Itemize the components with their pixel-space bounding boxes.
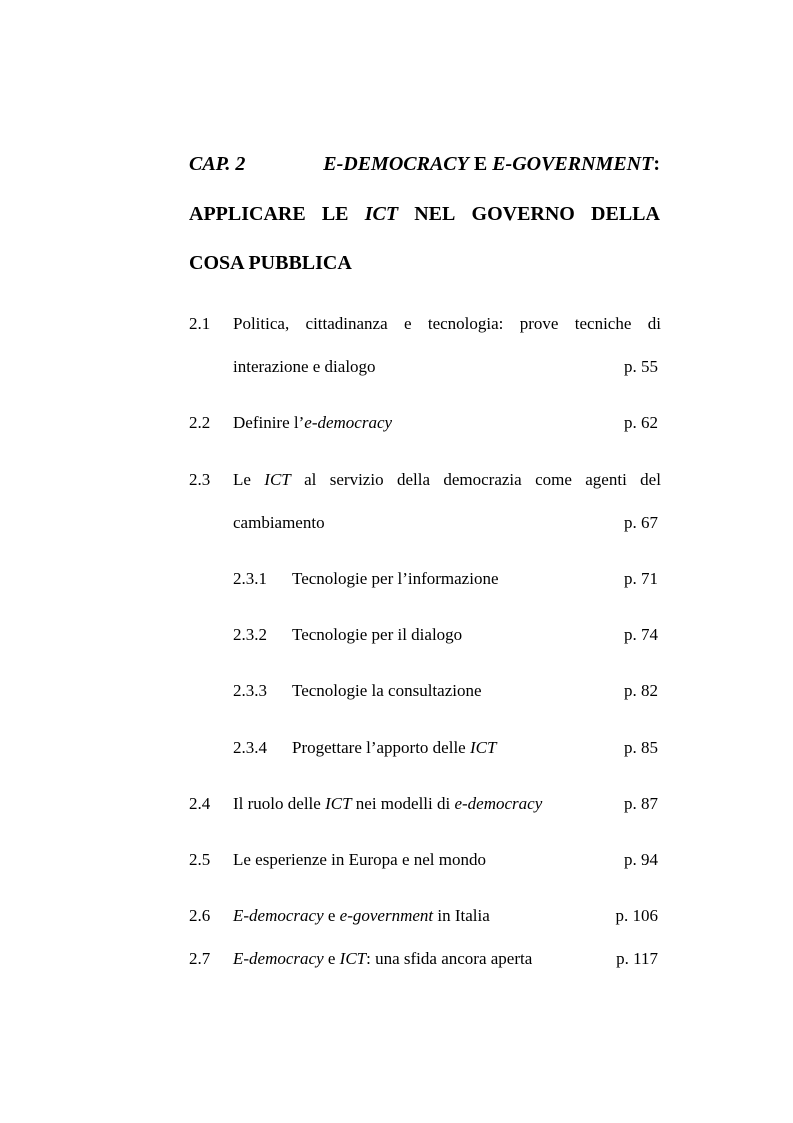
- toc-page-2-2: p. 62: [624, 413, 658, 432]
- toc-number-2-3-4: 2.3.4: [233, 738, 267, 757]
- toc-page-2-1: p. 55: [624, 357, 658, 376]
- toc-page-2-5: p. 94: [624, 850, 658, 869]
- toc-number-2-7: 2.7: [189, 949, 211, 968]
- toc-number-2-3-2: 2.3.2: [233, 625, 267, 644]
- chapter-heading-line1: [189, 152, 660, 176]
- toc-page-2-3-1: p. 71: [624, 569, 658, 588]
- toc-number-2-3-1: 2.3.1: [233, 569, 267, 588]
- toc-number-2-2: 2.2: [189, 413, 211, 432]
- toc-title-2-3-line1: Le ICT al servizio della democrazia come agenti del: [233, 470, 661, 489]
- toc-number-2-4: 2.4: [189, 794, 211, 813]
- toc-title-2-3-1: Tecnologie per l’informazione: [292, 569, 499, 588]
- toc-number-2-5: 2.5: [189, 850, 211, 869]
- toc-title-2-6: E-democracy e e-government in Italia: [233, 906, 490, 925]
- toc-title-2-1-line1: Politica, cittadinanza e tecnologia: prove tecniche di: [233, 314, 661, 333]
- toc-title-2-2: Definire l’e-democracy: [233, 413, 393, 432]
- toc-page-2-3-4: p. 85: [624, 738, 658, 757]
- toc-title-2-3-3: Tecnologie la consultazione: [292, 681, 482, 700]
- toc-title-2-3-4: Progettare l’apporto delle ICT: [292, 738, 497, 757]
- chapter-title-part1: E-DEMOCRACY E E-GOVERNMENT:: [323, 153, 660, 175]
- toc-page-2-6: p. 106: [615, 906, 658, 925]
- chapter-heading-line3: COSA PUBBLICA: [189, 252, 352, 274]
- toc-number-2-3-3: 2.3.3: [233, 681, 267, 700]
- chapter-heading-line2: APPLICARE LE ICT NEL GOVERNO DELLA: [189, 203, 660, 225]
- toc-title-2-4: Il ruolo delle ICT nei modelli di e-democracy: [233, 794, 543, 813]
- toc-page-2-3-2: p. 74: [624, 625, 658, 644]
- toc-title-2-7: E-democracy e ICT: una sfida ancora aperta: [233, 949, 533, 968]
- toc-page-2-7: p. 117: [616, 949, 658, 968]
- toc-number-2-3: 2.3: [189, 470, 211, 489]
- toc-page-2-4: p. 87: [624, 794, 658, 813]
- toc-title-2-5: Le esperienze in Europa e nel mondo: [233, 850, 487, 869]
- toc-page-2-3: p. 67: [624, 513, 658, 532]
- toc-number-2-1: 2.1: [189, 314, 211, 333]
- toc-title-2-1-line2: interazione e dialogo: [233, 357, 376, 376]
- toc-page-2-3-3: p. 82: [624, 681, 658, 700]
- toc-number-2-6: 2.6: [189, 906, 211, 925]
- toc-title-2-3-2: Tecnologie per il dialogo: [292, 625, 463, 644]
- toc-title-2-3-line2: cambiamento: [233, 513, 325, 532]
- chapter-number: CAP. 2: [189, 153, 246, 175]
